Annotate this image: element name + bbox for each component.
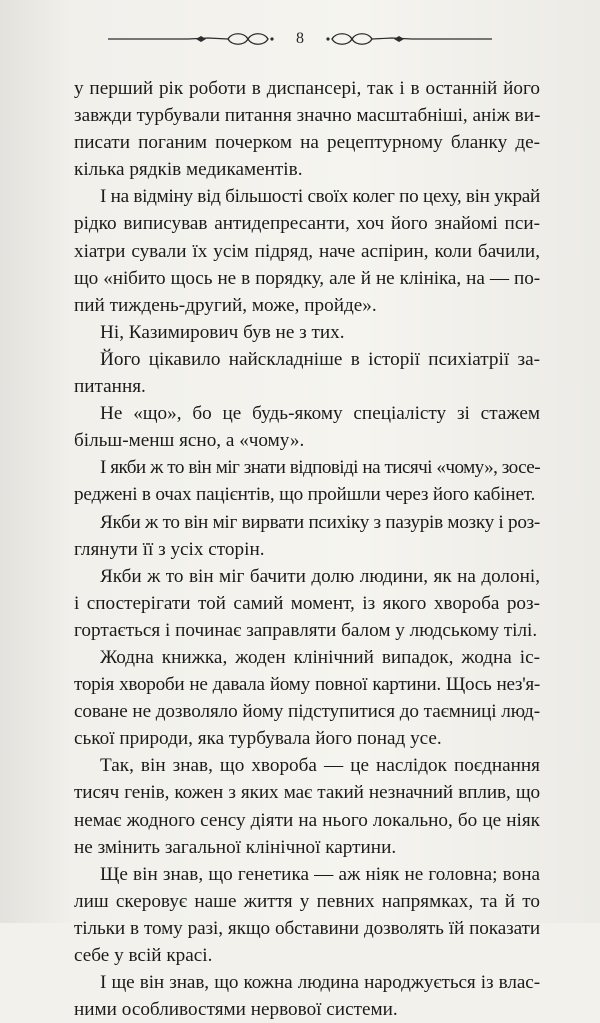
text-line: писати поганим почерком на рецептурному бланку де- — [74, 132, 540, 154]
text-line: Ще він знав, що генетика — аж ніяк не головна; вона — [100, 863, 540, 885]
text-line: Ні, Казимирович був не з тих. — [100, 321, 345, 343]
body-text — [74, 75, 540, 1023]
text-line: тільки в тому разі, якщо обставини дозволять їй показати — [74, 917, 540, 939]
text-line: хіатри сували їх усім підряд, наче аспірин, коли бачили, — [74, 240, 540, 262]
text-line: І на відміну від більшості своїх колег по цеху, він украй — [100, 186, 540, 208]
text-line: І ще він знав, що кожна людина народжується із влас- — [100, 972, 540, 994]
text-line: Його цікавило найскладніше в історії психіатрії за- — [100, 348, 540, 370]
text-line: кілька рядків медикаментів. — [74, 159, 303, 181]
text-line: Жодна книжка, жоден клінічний випадок, жодна іс- — [100, 646, 540, 668]
text-line: пий тиждень-другий, може, пройде». — [74, 294, 377, 316]
text-line: тисяч генів, кожен з яких має такий незначний вплив, що — [74, 782, 540, 804]
text-line: у перший рік роботи в диспансері, так і в останній його — [74, 78, 540, 99]
text-line: себе у всій красі. — [74, 945, 213, 966]
text-line: гортається і починає заправляти балом у людському тілі. — [74, 619, 538, 641]
text-line: реджені в очах пацієнтів, що пройшли через його кабінет. — [74, 484, 536, 506]
text-line: рідко виписував антидепресанти, хоч його знайомі пси- — [74, 213, 540, 235]
text-line: Якби ж то він міг вирвати психіку з пазурів мозку і роз- — [100, 511, 540, 533]
text-line: немає жодного сенсу діяти на нього локально, бо це ніяк — [74, 809, 540, 831]
text-line: Так, він знав, що хвороба — це наслідок поєднання — [100, 755, 540, 777]
text-line: І якби ж то він міг знати відповіді на тисячі «чому», зосе- — [100, 457, 540, 479]
text-line: Не «що», бо це будь-якому спеціалісту зі стажем — [100, 403, 540, 425]
text-line: завжди турбували питання значно масштабніші, аніж ви- — [74, 105, 540, 127]
text-line: соване не дозволяло йому підступитися до таємниці люд- — [74, 701, 540, 723]
text-line: що «нібито щось не в порядку, але й не клініка, на — по- — [74, 267, 540, 289]
text-line: лиш скеровує наше життя у певних напрямках, та й то — [74, 890, 540, 912]
text-line: ської природи, яка турбувала його понад усе. — [74, 728, 442, 750]
text-line: глянути її з усіх сторін. — [74, 538, 265, 560]
text-line: не змінить загальної клінічної картини. — [74, 836, 397, 858]
text-line: більш-менш ясно, а «чому». — [74, 430, 305, 452]
page-number: 8 — [296, 30, 304, 47]
text-line: питання. — [74, 376, 146, 398]
text-line: торія хвороби не давала йому повної картини. Щось нез'я- — [74, 674, 540, 696]
text-line: ними особливостями нервової системи. — [74, 999, 398, 1021]
text-line: Якби ж то він міг бачити долю людини, як на долоні, — [100, 565, 540, 587]
page-header — [0, 28, 600, 52]
text-line: і спостерігати той самий момент, із якого хвороба роз- — [74, 592, 540, 614]
